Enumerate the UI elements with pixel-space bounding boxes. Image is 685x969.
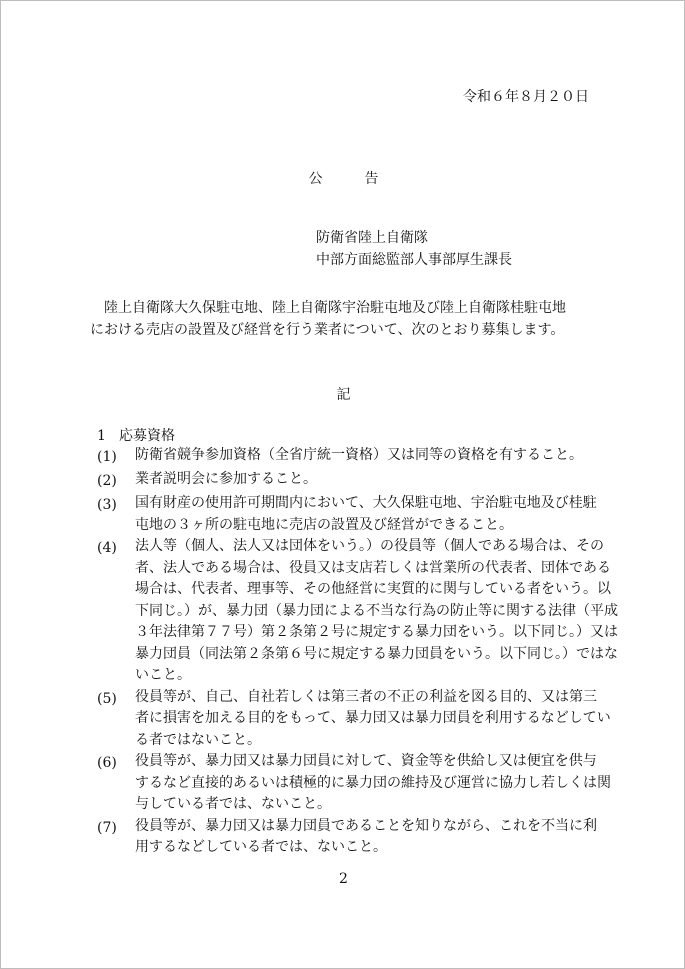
notice-title — [1, 167, 685, 191]
item-text — [135, 687, 611, 752]
item-line: 暴力団員（同法第２条第６号に規定する暴力団員をいう。以下同じ。）ではな — [135, 645, 618, 662]
item-text — [135, 493, 597, 536]
qualification-list — [97, 445, 618, 859]
item-line: するなど直接的あるいは積極的に暴力団の維持及び運営に協力し若しくは関 — [135, 774, 611, 791]
list-item — [97, 469, 607, 493]
item-line: 役員等が、暴力団又は暴力団員に対して、資金等を供給し又は便宜を供与 — [135, 753, 597, 769]
item-line: ３年法律第７７号）第２条第２号に規定する暴力団をいう。以下同じ。）又は — [135, 624, 618, 640]
intro-line-1: 陸上自衛隊大久保駐屯地、陸上自衛隊宇治駐屯地及び陸上自衛隊桂駐屯地 — [104, 300, 566, 316]
item-text — [135, 445, 583, 469]
item-line: 国有財産の使用許可期間内において、大久保駐屯地、宇治駐屯地及び桂駐 — [135, 495, 597, 511]
item-text — [135, 816, 597, 859]
list-item — [97, 536, 618, 687]
issuer-organization: 防衛省陸上自衛隊 — [316, 230, 428, 246]
item-line: 役員等が、暴力団又は暴力団員であることを知りながら、これを不当に利 — [135, 817, 597, 834]
item-line: 与している者では、ないこと。 — [135, 796, 331, 812]
item-line: る者ではないこと。 — [135, 731, 261, 748]
item-line: 屯地の３ヶ所の駐屯地に売店の設置及び経営ができること。 — [135, 516, 513, 533]
intro-line-2: における売店の設置及び経営を行う業者について、次のとおり募集します。 — [90, 322, 565, 338]
issuer-block — [316, 227, 512, 271]
issuer-department: 中部方面総監部人事部厚生課長 — [316, 252, 512, 268]
item-line: 防衛省競争参加資格（全省庁統一資格）又は同等の資格を有すること。 — [135, 447, 583, 463]
item-marker: (6) — [97, 755, 117, 771]
item-marker: (2) — [97, 473, 117, 489]
item-line: 用するなどしている者では、ないこと。 — [135, 839, 387, 855]
item-line: いこと。 — [135, 667, 191, 683]
item-marker: (1) — [97, 449, 117, 465]
section-title: 応募資格 — [119, 428, 175, 444]
title-char-1: 公 — [308, 171, 323, 187]
item-text — [135, 536, 618, 687]
item-line: 業者説明会に参加すること。 — [135, 471, 317, 487]
page-number: 2 — [339, 871, 348, 887]
item-marker: (4) — [97, 540, 117, 556]
list-item — [97, 493, 607, 536]
item-line: 場合は、代表者、理事等、その他経営に実質的に関与している者をいう。以 — [135, 581, 611, 597]
item-line: 者に損害を加える目的をもって、暴力団又は暴力団員を利用するなどしてい — [135, 710, 611, 726]
item-line: 役員等が、自己、自社若しくは第三者の不正の利益を図る目的、又は第三 — [135, 688, 597, 705]
item-line: 者、法人である場合は、役員又は支店若しくは営業所の代表者、団体である — [135, 559, 611, 576]
item-text — [135, 751, 611, 816]
item-marker: (3) — [97, 497, 117, 513]
item-marker: (5) — [97, 690, 117, 707]
ki-heading: 記 — [336, 387, 351, 403]
intro-paragraph — [90, 297, 600, 341]
list-item — [97, 816, 607, 859]
list-item — [97, 687, 611, 752]
notice-date: 令和６年８月２０日 — [463, 89, 589, 105]
section-number: 1 — [97, 428, 106, 444]
list-item — [97, 445, 607, 469]
list-item — [97, 751, 611, 816]
item-line: 下同じ。）が、暴力団（暴力団による不当な行為の防止等に関する法律（平成 — [135, 602, 618, 619]
item-line: 法人等（個人、法人又は団体をいう。）の役員等（個人である場合は、その — [135, 538, 604, 554]
title-char-2: 告 — [364, 171, 379, 187]
item-marker: (7) — [97, 819, 117, 836]
item-text — [135, 469, 317, 493]
